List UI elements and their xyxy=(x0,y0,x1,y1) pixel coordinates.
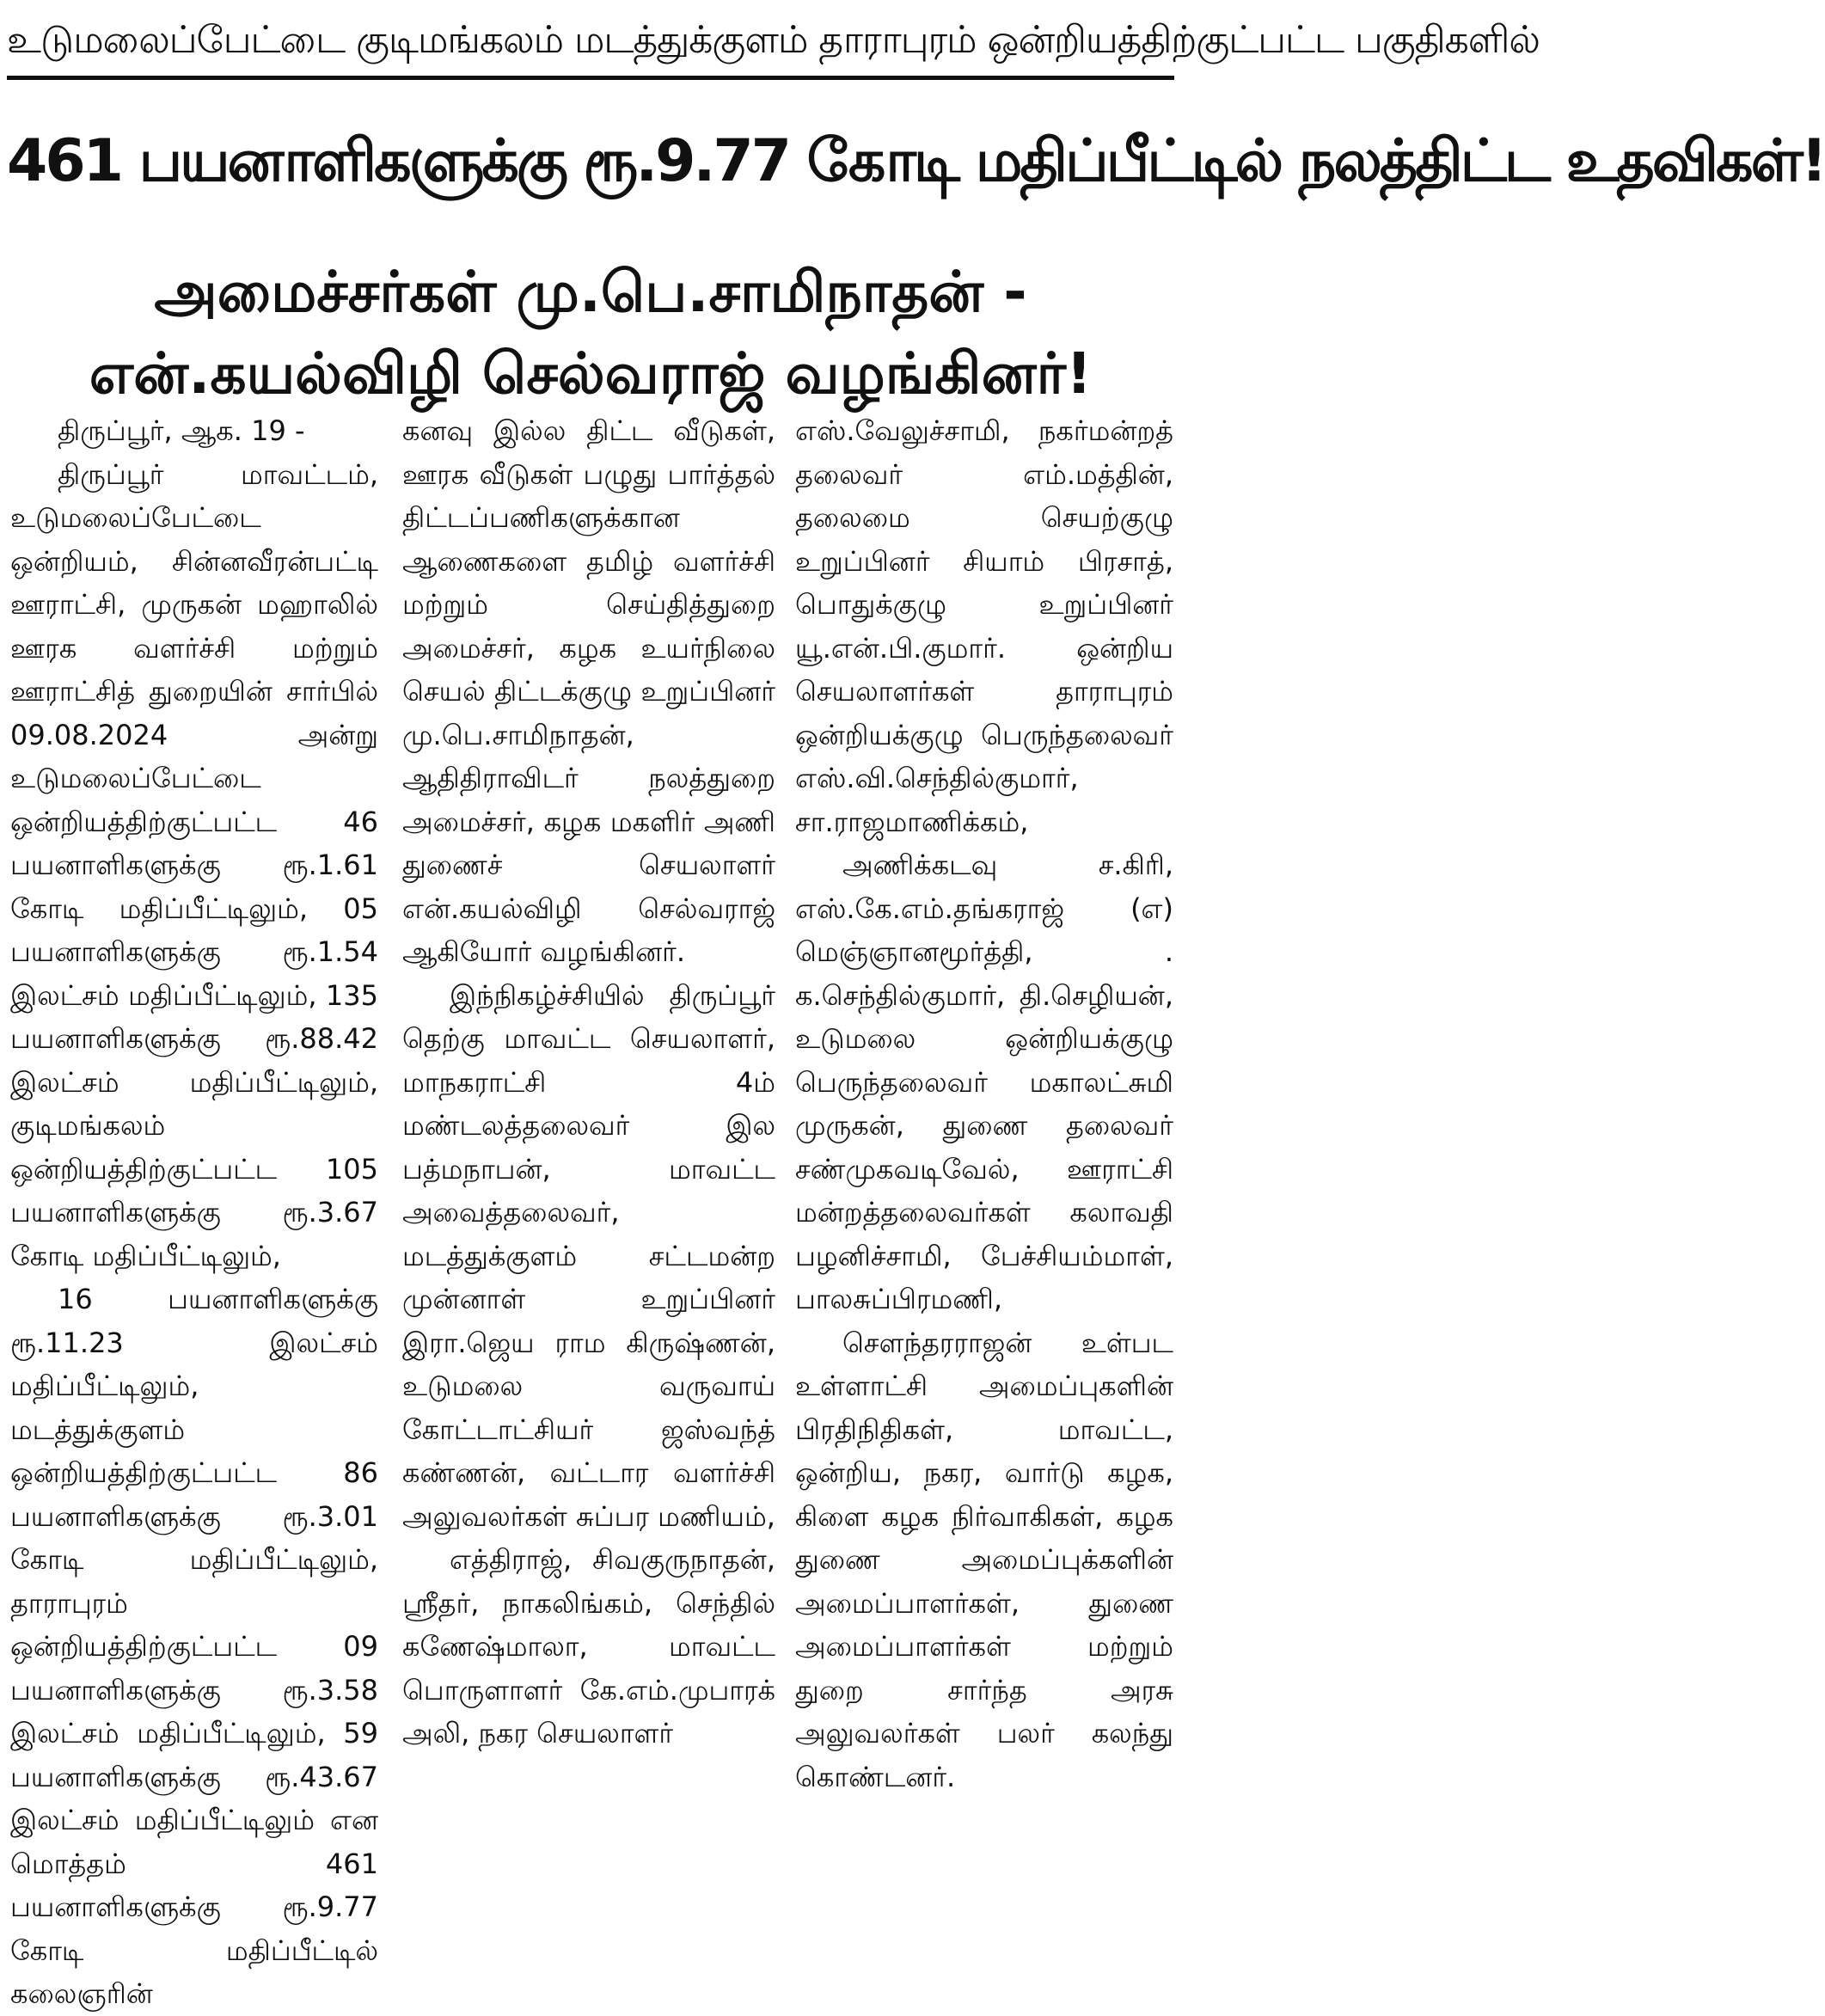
column-2-paragraph-2: இந்நிகழ்ச்சியில் திருப்பூர் தெற்கு மாவட்ட செயலாளர், மாநகராட்சி 4ம் மண்டலத்தலைவர் இல பத்மநாபன், மாவட்ட அவைத்தலைவர், மடத்துக்குளம் சட்டமன்ற முன்னாள் உறுப்பினர் இரா.ஜெய ராம கிருஷ்ணன், உடுமலை வருவாய் கோட்டாட்சியர் ஜஸ்வந்த் கண்ணன், வட்டார வளர்ச்சி அலுவலர்கள் சுப்பர மணியம், xyxy=(402,978,775,1533)
column-3-paragraph-1: எஸ்.வேலுச்சாமி, நகர்மன்றத் தலைவர் எம்.மத்தின், தலைமை செயற்குழு உறுப்பினர் சியாம் பிரசாத், பொதுக்குழு உறுப்பினர் யூ.என்.பி.குமார். ஒன்றிய செயலாளர்கள் தாராபுரம் ஒன்றியக்குழு பெருந்தலைவர் எஸ்.வி.செந்தில்குமார், சா.ராஜமாணிக்கம், xyxy=(795,414,1173,838)
column-1-paragraph-2: 16 பயனாளிகளுக்கு ரூ.11.23 இலட்சம் மதிப்பீட்டிலும், மடத்துக்குளம் ஒன்றியத்திற்குட்பட்ட 86 பயனாளிகளுக்கு ரூ.3.01 கோடி மதிப்பீட்டிலும், தாராபுரம் ஒன்றியத்திற்குட்பட்ட 09 பயனாளிகளுக்கு ரூ.3.58 இலட்சம் மதிப்பீட்டிலும், 59 பயனாளிகளுக்கு ரூ.43.67 இலட்சம் மதிப்பீட்டிலும் என மொத்தம் 461 பயனாளிகளுக்கு ரூ.9.77 கோடி மதிப்பீட்டில் கலைஞரின் xyxy=(10,1283,378,2010)
kicker-line: உடுமலைப்பேட்டை குடிமங்கலம் மடத்துக்குளம் தாராபுரம் ஒன்றியத்திற்குட்பட்ட பகுதிகளில் xyxy=(7,18,1540,62)
column-2-paragraph-1: கனவு இல்ல திட்ட வீடுகள், ஊரக வீடுகள் பழுது பார்த்தல் திட்டப்பணிகளுக்கான ஆணைகளை தமிழ் வளர்ச்சி மற்றும் செய்தித்துறை அமைச்சர், கழக உயர்நிலை செயல் திட்டக்குழு உறுப்பினர் மு.பெ.சாமிநாதன், ஆதிதிராவிடர் நலத்துறை அமைச்சர், கழக மகளிர் அணி துணைச் செயலாளர் என்.கயல்விழி செல்வராஜ் ஆகியோர் வழங்கினர். xyxy=(402,414,775,968)
column-1-paragraph-1: திருப்பூர் மாவட்டம், உடுமலைப்பேட்டை ஒன்றியம், சின்னவீரன்பட்டி ஊராட்சி, முருகன் மஹாலில் ஊரக வளர்ச்சி மற்றும் ஊராட்சித் துறையின் சார்பில் 09.08.2024 அன்று உடுமலைப்பேட்டை ஒன்றியத்திற்குட்பட்ட 46 பயனாளிகளுக்கு ரூ.1.61 கோடி மதிப்பீட்டிலும், 05 பயனாளிகளுக்கு ரூ.1.54 இலட்சம் மதிப்பீட்டிலும், 135 பயனாளிகளுக்கு ரூ.88.42 இலட்சம் மதிப்பீட்டிலும், குடிமங்கலம் ஒன்றியத்திற்குட்பட்ட 105 பயனாளிகளுக்கு ரூ.3.67 கோடி மதிப்பீட்டிலும், xyxy=(10,457,378,1272)
dateline: திருப்பூர், ஆக. 19 - xyxy=(58,414,305,447)
subhead-line-2: என்.கயல்விழி செல்வராஜ் வழங்கினர்! xyxy=(89,340,1093,407)
headline: 461 பயனாளிகளுக்கு ரூ.9.77 கோடி மதிப்பீட்டில் நலத்திட்ட உதவிகள்! xyxy=(7,127,1825,195)
article-column-1 xyxy=(10,409,378,2010)
kicker-underline xyxy=(7,76,1174,80)
article-column-2 xyxy=(402,409,775,1998)
article-column-3 xyxy=(795,409,1173,1998)
column-3-paragraph-3: சௌந்தரராஜன் உள்பட உள்ளாட்சி அமைப்புகளின் பிரதிநிதிகள், மாவட்ட, ஒன்றிய, நகர, வார்டு கழக, கிளை கழக நிர்வாகிகள், கழக துணை அமைப்புக்களின் அமைப்பாளர்கள், துணை அமைப்பாளர்கள் மற்றும் துறை சார்ந்த அரசு அலுவலர்கள் பலர் கலந்து கொண்டனர். xyxy=(795,1326,1173,1793)
subhead-line-1: அமைச்சர்கள் மு.பெ.சாமிநாதன் - xyxy=(154,259,1027,325)
column-3-paragraph-2: அணிக்கடவு ச.கிரி, எஸ்.கே.எம்.தங்கராஜ் (எ) மெஞ்ஞானமூர்த்தி, . க.செந்தில்குமார், தி.செழியன், உடுமலை ஒன்றியக்குழு பெருந்தலைவர் மகாலட்சுமி முருகன், துணை தலைவர் சண்முகவடிவேல், ஊராட்சி மன்றத்தலைவர்கள் கலாவதி பழனிச்சாமி, பேச்சியம்மாள், பாலசுப்பிரமணி, xyxy=(795,849,1173,1315)
column-2-paragraph-3: எத்திராஜ், சிவகுருநாதன், ஸ்ரீதர், நாகலிங்கம், செந்தில் கணேஷ்மாலா, மாவட்ட பொருளாளர் கே.எம்.முபாரக் அலி, நகர செயலாளர் xyxy=(402,1543,775,1749)
